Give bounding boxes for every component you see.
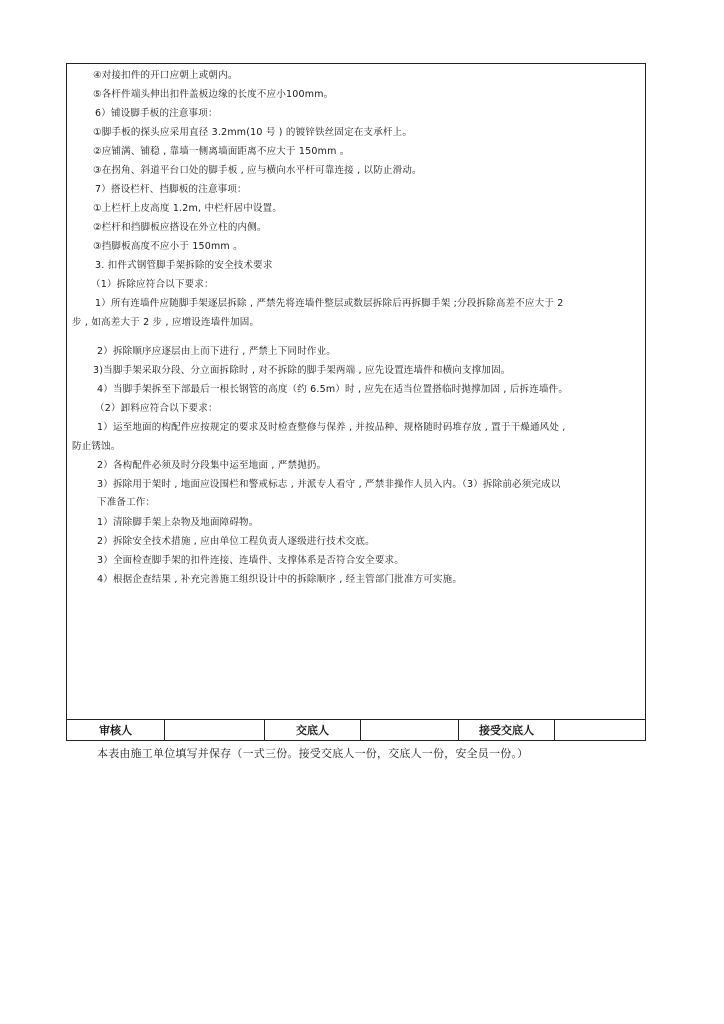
text-line: 1）运至地面的构配件应按规定的要求及时检查整修与保养 , 并按品种、规格随时码堆存放 , 置于干燥通风处 , bbox=[97, 422, 566, 433]
receiver-label: 接受交底人 bbox=[459, 720, 555, 740]
content-area bbox=[67, 64, 645, 720]
text-line: 2）各构配件必须及时分段集中运至地面 , 严禁抛扔。 bbox=[97, 460, 327, 471]
text-line: 3)当脚手架采取分段、分立面拆除时 , 对不拆除的脚手架两端 , 应先设置连墙件和横向支撑加固。 bbox=[93, 365, 511, 376]
text-line: ④对接扣件的开口应朝上或朝内。 bbox=[93, 70, 238, 81]
disclosure-form bbox=[66, 63, 646, 741]
text-line: 6）铺设脚手板的注意事项： bbox=[95, 108, 218, 119]
text-line: 3）拆除用于架时 , 地面应设围栏和警戒标志 , 并派专人看守 , 严禁非操作人员入内。（3）拆除前必须完成以 bbox=[97, 479, 561, 490]
text-line: 2）拆除安全技术措施 , 应由单位工程负责人逐级进行技术交底。 bbox=[97, 536, 375, 547]
text-line: 7）搭设栏杆、挡脚板的注意事项： bbox=[95, 184, 247, 195]
text-line: ③在拐角、斜道平台口处的脚手板 , 应与横向水平杆可靠连接 , 以防止滑动。 bbox=[93, 165, 422, 176]
reviewer-field[interactable] bbox=[165, 720, 265, 740]
text-line: ⑤各杆件端头伸出扣件盖板边缘的长度不应小100mm。 bbox=[93, 89, 334, 100]
text-line: （2）卸料应符合以下要求： bbox=[95, 403, 218, 414]
text-line: 4）根据企查结果 , 补充完善施工组织设计中的拆除顺序 , 经主管部门批准方可实施。 bbox=[97, 574, 463, 585]
discloser-field[interactable] bbox=[361, 720, 459, 740]
text-line: ③挡脚板高度不应小于 150mm 。 bbox=[93, 241, 243, 252]
text-line: ①脚手板的探头应采用直径 3.2mm(10 号 ) 的镀锌铁丝固定在支承杆上。 bbox=[93, 127, 413, 138]
receiver-field[interactable] bbox=[555, 720, 645, 740]
text-line: ②栏杆和挡脚板应搭设在外立柱的内侧。 bbox=[93, 222, 267, 233]
text-line: 防止锈蚀。 bbox=[72, 441, 121, 452]
text-line: 3）全面检查脚手架的扣件连接、连墙件、支撑体系是否符合安全要求。 bbox=[97, 555, 404, 566]
text-line: ①上栏杆上皮高度 1.2m, 中栏杆居中设置。 bbox=[93, 203, 283, 214]
text-line: （1）拆除应符合以下要求： bbox=[91, 279, 214, 290]
text-line: 1）清除脚手架上杂物及地面障碍物。 bbox=[97, 517, 259, 528]
text-line: ②应铺满、铺稳 , 靠墙一侧离墙面距离不应大于 150mm 。 bbox=[93, 146, 350, 157]
footer-note: 本表由施工单位填写并保存（一式三份。接受交底人一份，交底人一份，安全员一份。） bbox=[97, 747, 529, 760]
text-line: 1）所有连墙件应随脚手架逐层拆除 , 严禁先将连墙件整层或数层拆除后再拆脚手架 ;分段拆除高差不应大于 2 bbox=[95, 298, 564, 309]
text-line: 下准备工作： bbox=[97, 497, 156, 508]
signature-row bbox=[67, 720, 645, 740]
text-line: 2）拆除顺序应逐层由上而下进行 , 严禁上下同时作业。 bbox=[97, 346, 337, 357]
discloser-label: 交底人 bbox=[265, 720, 361, 740]
section-heading: 3. 扣件式钢管脚手架拆除的安全技术要求 bbox=[95, 260, 273, 271]
text-line: 步 , 如高差大于 2 步 , 应增设连墙件加固。 bbox=[72, 317, 260, 328]
text-line: 4）当脚手架拆至下部最后一根长钢管的高度（约 6.5m）时 , 应先在适当位置搭临时抛撑加固 , 后拆连墙件。 bbox=[97, 384, 569, 395]
reviewer-label: 审核人 bbox=[67, 720, 165, 740]
